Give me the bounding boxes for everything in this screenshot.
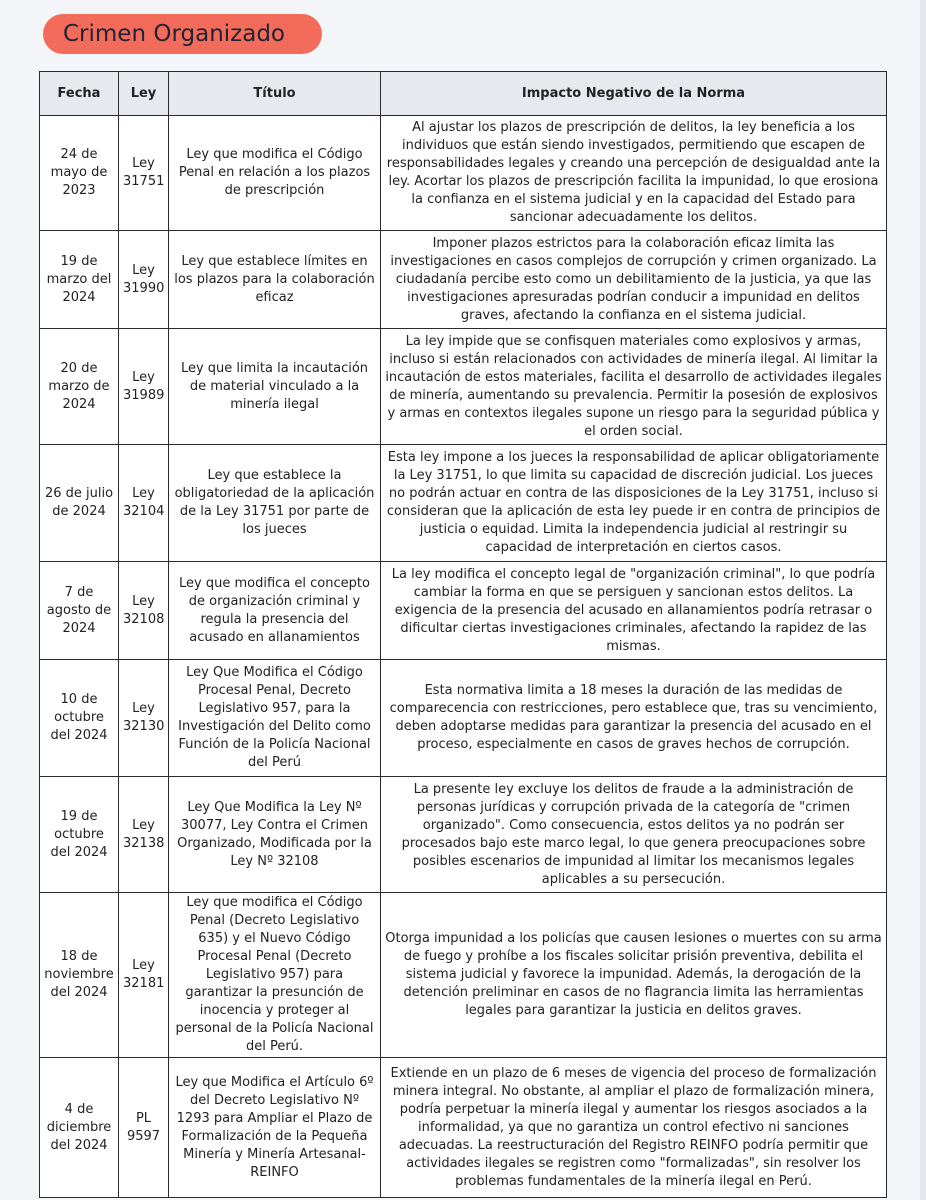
table-row xyxy=(40,562,887,660)
row-date: 7 de agosto de 2024 xyxy=(40,562,119,660)
table-row xyxy=(40,116,887,231)
row-impact: La presente ley excluye los delitos de fraude a la administración de personas jurídicas y corrupción privada de la categoría de "crimen organizado". Como consecuencia, estos delitos ya no podrán ser procesados bajo este marco legal, lo que genera preocupaciones sobre posibles escenarios de impunidad al limitar los mecanismos legales aplicables a su persecución. xyxy=(381,777,887,893)
header-title: Título xyxy=(169,72,381,116)
row-date: 18 de noviembre del 2024 xyxy=(40,893,119,1058)
row-title: Ley Que Modifica el Código Procesal Penal, Decreto Legislativo 957, para la Investigación del Delito como Función de la Policía Nacional del Perú xyxy=(169,660,381,777)
row-law: Ley 31751 xyxy=(119,116,169,231)
row-date: 20 de marzo de 2024 xyxy=(40,329,119,445)
header-date: Fecha xyxy=(40,72,119,116)
table-row xyxy=(40,445,887,562)
row-law: Ley 31989 xyxy=(119,329,169,445)
row-date: 4 de diciembre del 2024 xyxy=(40,1058,119,1198)
row-impact: La ley impide que se confisquen materiales como explosivos y armas, incluso si están relacionados con actividades de minería ilegal. Al limitar la incautación de estos materiales, facilita el desarrollo de actividades ilegales de minería, aumentando su prevalencia. Permitir la posesión de explosivos y armas en contextos ilegales supone un riesgo para la seguridad pública y el orden social. xyxy=(381,329,887,445)
row-impact: Esta ley impone a los jueces la responsabilidad de aplicar obligatoriamente la Ley 31751, lo que limita su capacidad de discreción judicial. Los jueces no podrán actuar en contra de las disposiciones de la Ley 31751, incluso si consideran que la aplicación de esta ley puede ir en contra de principios de justicia o equidad. Limita la independencia judicial al restringir su capacidad de interpretación en ciertos casos. xyxy=(381,445,887,562)
row-law: Ley 31990 xyxy=(119,231,169,329)
row-law: Ley 32130 xyxy=(119,660,169,777)
row-title: Ley que establece límites en los plazos para la colaboración eficaz xyxy=(169,231,381,329)
laws-table xyxy=(39,71,887,1198)
page-edge xyxy=(920,0,926,1200)
header-impact: Impacto Negativo de la Norma xyxy=(381,72,887,116)
row-title: Ley que Modifica el Artículo 6º del Decreto Legislativo Nº 1293 para Ampliar el Plazo de Formalización de la Pequeña Minería y Minería Artesanal-REINFO xyxy=(169,1058,381,1198)
table-row xyxy=(40,231,887,329)
row-law: Ley 32108 xyxy=(119,562,169,660)
row-law: Ley 32181 xyxy=(119,893,169,1058)
row-impact: La ley modifica el concepto legal de "organización criminal", lo que podría cambiar la forma en que se persiguen y sancionan estos delitos. La exigencia de la presencia del acusado en allanamientos podría retrasar o dificultar ciertas investigaciones criminales, afectando la rapidez de las mismas. xyxy=(381,562,887,660)
row-date: 19 de marzo del 2024 xyxy=(40,231,119,329)
row-date: 24 de mayo de 2023 xyxy=(40,116,119,231)
row-impact: Esta normativa limita a 18 meses la duración de las medidas de comparecencia con restricciones, pero establece que, tras su vencimiento, deben adoptarse medidas para garantizar la presencia del acusado en el proceso, especialmente en casos de graves hechos de corrupción. xyxy=(381,660,887,777)
header-law: Ley xyxy=(119,72,169,116)
table-row xyxy=(40,1058,887,1198)
row-title: Ley que modifica el Código Penal (Decreto Legislativo 635) y el Nuevo Código Procesal Penal (Decreto Legislativo 957) para garantizar la presunción de inocencia y proteger al personal de la Policía Nacional del Perú. xyxy=(169,893,381,1058)
row-impact: Imponer plazos estrictos para la colaboración eficaz limita las investigaciones en casos complejos de corrupción y crimen organizado. La ciudadanía percibe esto como un debilitamiento de la justicia, ya que las investigaciones apresuradas podrían conducir a impunidad en delitos graves, afectando la confianza en el sistema judicial. xyxy=(381,231,887,329)
row-impact: Extiende en un plazo de 6 meses de vigencia del proceso de formalización minera integral. No obstante, al ampliar el plazo de formalización minera, podría perpetuar la minería ilegal y aumentar los riesgos asociados a la informalidad, ya que no garantiza un control efectivo ni sanciones adecuadas. La reestructuración del Registro REINFO podría permitir que actividades ilegales se registren como "formalizadas", sin resolver los problemas fundamentales de la minería ilegal en Perú. xyxy=(381,1058,887,1198)
row-date: 26 de julio de 2024 xyxy=(40,445,119,562)
table-row xyxy=(40,893,887,1058)
row-impact: Al ajustar los plazos de prescripción de delitos, la ley beneficia a los individuos que están siendo investigados, permitiendo que escapen de responsabilidades legales y creando una percepción de desigualdad ante la ley. Acortar los plazos de prescripción facilita la impunidad, lo que erosiona la confianza en el sistema judicial y en la capacidad del Estado para sancionar adecuadamente los delitos. xyxy=(381,116,887,231)
row-law: Ley 32104 xyxy=(119,445,169,562)
row-title: Ley Que Modifica la Ley Nº 30077, Ley Contra el Crimen Organizado, Modificada por la Ley Nº 32108 xyxy=(169,777,381,893)
row-title: Ley que limita la incautación de material vinculado a la minería ilegal xyxy=(169,329,381,445)
page-title: Crimen Organizado xyxy=(63,21,286,47)
row-date: 10 de octubre del 2024 xyxy=(40,660,119,777)
row-law: Ley 32138 xyxy=(119,777,169,893)
row-title: Ley que modifica el Código Penal en relación a los plazos de prescripción xyxy=(169,116,381,231)
table-header-row xyxy=(40,72,887,116)
table-row xyxy=(40,660,887,777)
row-impact: Otorga impunidad a los policías que causen lesiones o muertes con su arma de fuego y prohíbe a los fiscales solicitar prisión preventiva, debilita el sistema judicial y favorece la impunidad. Además, la derogación de la detención preliminar en casos de no flagrancia limita las herramientas legales para garantizar la justicia en delitos graves. xyxy=(381,893,887,1058)
table-row xyxy=(40,777,887,893)
row-title: Ley que establece la obligatoriedad de la aplicación de la Ley 31751 por parte de los jueces xyxy=(169,445,381,562)
table-row xyxy=(40,329,887,445)
page-title-badge xyxy=(43,14,322,54)
row-title: Ley que modifica el concepto de organización criminal y regula la presencia del acusado en allanamientos xyxy=(169,562,381,660)
row-date: 19 de octubre del 2024 xyxy=(40,777,119,893)
row-law: PL 9597 xyxy=(119,1058,169,1198)
